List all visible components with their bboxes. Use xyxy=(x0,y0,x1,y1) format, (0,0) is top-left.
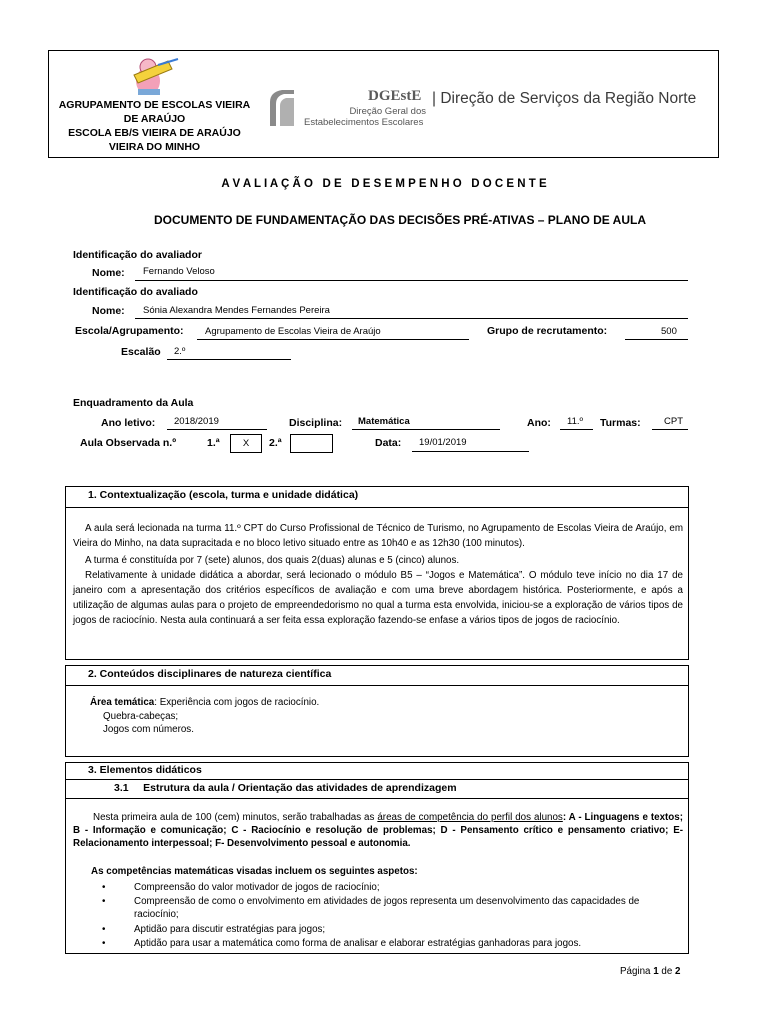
bullet-dot-icon: • xyxy=(102,924,106,935)
section-1-paragraph-1: A aula será lecionada na turma 11.º CPT do Curso Profissional de Técnico de Turismo, no Agrupamento de Escolas Vieira de Araújo, em Vieira do Minho, na data supracitada e no bloco letivo situado entre as 10h40 e as 12h30 (100 minutos). xyxy=(73,523,683,549)
page-number xyxy=(620,966,680,977)
section-1-title: 1. Contextualização (escola, turma e unidade didática) xyxy=(66,487,688,508)
bullet-4-text: Aptidão para usar a matemática como forma de analisar e elaborar estratégias ganhadoras para jogos. xyxy=(134,938,582,949)
conteudo-item-1: Quebra-cabeças; xyxy=(103,711,179,722)
grupo-line xyxy=(625,339,688,340)
turmas-line xyxy=(652,429,688,430)
avaliado-nome-value: Sónia Alexandra Mendes Fernandes Pereira xyxy=(143,305,330,316)
ano-value: 11.º xyxy=(567,416,583,427)
page-subtitle: DOCUMENTO DE FUNDAMENTAÇÃO DAS DECISÕES PRÉ-ATIVAS – PLANO DE AULA xyxy=(153,213,647,227)
school-logo-icon xyxy=(128,55,184,99)
intro-text-underlined: áreas de competência do perfil dos alunos xyxy=(377,812,563,823)
avaliado-nome-line xyxy=(135,318,688,319)
primeira-checkbox[interactable]: X xyxy=(230,434,262,453)
turmas-label: Turmas: xyxy=(600,417,641,429)
page-total: 2 xyxy=(675,966,681,977)
enquadramento-heading: Enquadramento da Aula xyxy=(73,397,194,409)
avaliado-nome-label: Nome: xyxy=(92,305,125,317)
turmas-value: CPT xyxy=(664,416,683,427)
avaliado-heading: Identificação do avaliado xyxy=(73,286,198,298)
section-2-title: 2. Conteúdos disciplinares de natureza científica xyxy=(66,666,688,686)
dgeste-name-line1: Direção Geral dos xyxy=(349,106,426,117)
ano-letivo-value: 2018/2019 xyxy=(174,416,219,427)
data-label: Data: xyxy=(375,437,402,449)
bullet-4 xyxy=(102,937,684,950)
bullet-2 xyxy=(102,895,684,921)
bullet-1 xyxy=(102,881,684,894)
escalao-value: 2.º xyxy=(174,346,186,357)
escalao-label: Escalão xyxy=(121,346,161,358)
dgeste-acronym: DGEstE xyxy=(368,88,422,104)
escola-value: Agrupamento de Escolas Vieira de Araújo xyxy=(205,326,381,337)
area-tematica-label: Área temática xyxy=(90,697,155,708)
page-prefix: Página xyxy=(620,966,654,977)
avaliador-nome-label: Nome: xyxy=(92,267,125,279)
bullet-3-text: Aptidão para discutir estratégias para jogos; xyxy=(134,924,326,935)
ano-letivo-line xyxy=(167,429,267,430)
escola-line xyxy=(197,339,469,340)
intro-text-b: : A - Linguagens e textos; B - Informação e comunicação; C - Raciocínio e resolução de problemas; D - Pensamento crítico e pensamento criativo; E- Relacionamento interpessoal; F- Desenvolvimento pessoal e autonomia. xyxy=(73,812,683,849)
avaliador-heading: Identificação do avaliador xyxy=(73,249,202,261)
school-name-line-3: VIEIRA DO MINHO xyxy=(108,141,201,153)
segunda-label: 2.ª xyxy=(269,437,282,449)
bullet-dot-icon: • xyxy=(102,896,106,907)
section-1-paragraph-2: A turma é constituída por 7 (sete) alunos, dos quais 2(duas) alunas e 5 (cinco) alunos. xyxy=(85,555,460,566)
data-line xyxy=(412,451,529,452)
grupo-value: 500 xyxy=(661,326,677,337)
bullet-2-text: Compreensão de como o envolvimento em atividades de jogos representa um desenvolvimento das capacidades de raciocínio; xyxy=(134,896,640,920)
escalao-line xyxy=(167,359,291,360)
bullet-dot-icon: • xyxy=(102,882,106,893)
disciplina-label: Disciplina: xyxy=(289,417,343,429)
page-mid: de xyxy=(658,966,676,977)
data-value: 19/01/2019 xyxy=(419,437,467,448)
ano-letivo-label: Ano letivo: xyxy=(101,417,156,429)
ano-line xyxy=(560,429,593,430)
school-name-line-2: ESCOLA EB/S VIEIRA DE ARAÚJO xyxy=(68,127,241,139)
section-3-title: 3. Elementos didáticos xyxy=(66,763,688,780)
page-title: A V A L I A Ç Ã O D E D E S E M P E N H O D O C E N T E xyxy=(221,178,547,190)
disciplina-value: Matemática xyxy=(358,416,410,427)
primeira-label: 1.ª xyxy=(207,437,220,449)
competencias-heading: As competências matemáticas visadas incluem os seguintes aspetos: xyxy=(91,866,418,877)
intro-text-a: Nesta primeira aula de 100 (cem) minutos, serão trabalhadas as xyxy=(93,812,378,823)
dgeste-name-line2: Estabelecimentos Escolares xyxy=(304,117,424,128)
disciplina-line xyxy=(352,429,500,430)
segunda-checkbox[interactable] xyxy=(290,434,333,453)
conteudo-item-2: Jogos com números. xyxy=(103,724,194,735)
section-3-1-title: 3.1 Estrutura da aula / Orientação das atividades de aprendizagem xyxy=(114,782,457,794)
school-name-line-1: AGRUPAMENTO DE ESCOLAS VIEIRA DE ARAÚJO xyxy=(58,99,251,125)
area-tematica-text: : Experiência com jogos de raciocínio. xyxy=(154,697,320,708)
grupo-label: Grupo de recrutamento: xyxy=(487,325,608,337)
dgeste-logo-icon xyxy=(268,88,296,128)
section-3-intro xyxy=(73,811,683,850)
bullet-dot-icon: • xyxy=(102,938,106,949)
avaliador-nome-value: Fernando Veloso xyxy=(143,266,215,277)
escola-label: Escola/Agrupamento: xyxy=(75,325,184,337)
avaliador-nome-line xyxy=(135,280,688,281)
page-current: 1 xyxy=(653,966,659,977)
section-3-1-row xyxy=(66,780,688,799)
aula-observada-label: Aula Observada n.º xyxy=(80,437,177,449)
bullet-3 xyxy=(102,923,684,936)
region-name: | Direção de Serviços da Região Norte xyxy=(432,90,697,107)
ano-label: Ano: xyxy=(527,417,551,429)
bullet-1-text: Compreensão do valor motivador de jogos de raciocínio; xyxy=(134,882,380,893)
section-1-paragraph-3: Relativamente à unidade didática a abordar, será lecionado o módulo B5 – “Jogos e Matemática”. O módulo teve início no dia 17 de janeiro com a apresentação dos critérios específicos de avaliação e com uma breve abordagem histórica. Posteriormente, e após a utilização de algumas aulas para o projeto de empreendedorismo no qual a turma esta envolvida, iniciou-se a exploração de vários tipos de jogos de raciocínio. Nesta aula continuará a ser feita essa exploração fazendo-se enfase a vários tipos de jogos de raciocínio. xyxy=(73,570,683,626)
area-tematica xyxy=(90,697,319,708)
